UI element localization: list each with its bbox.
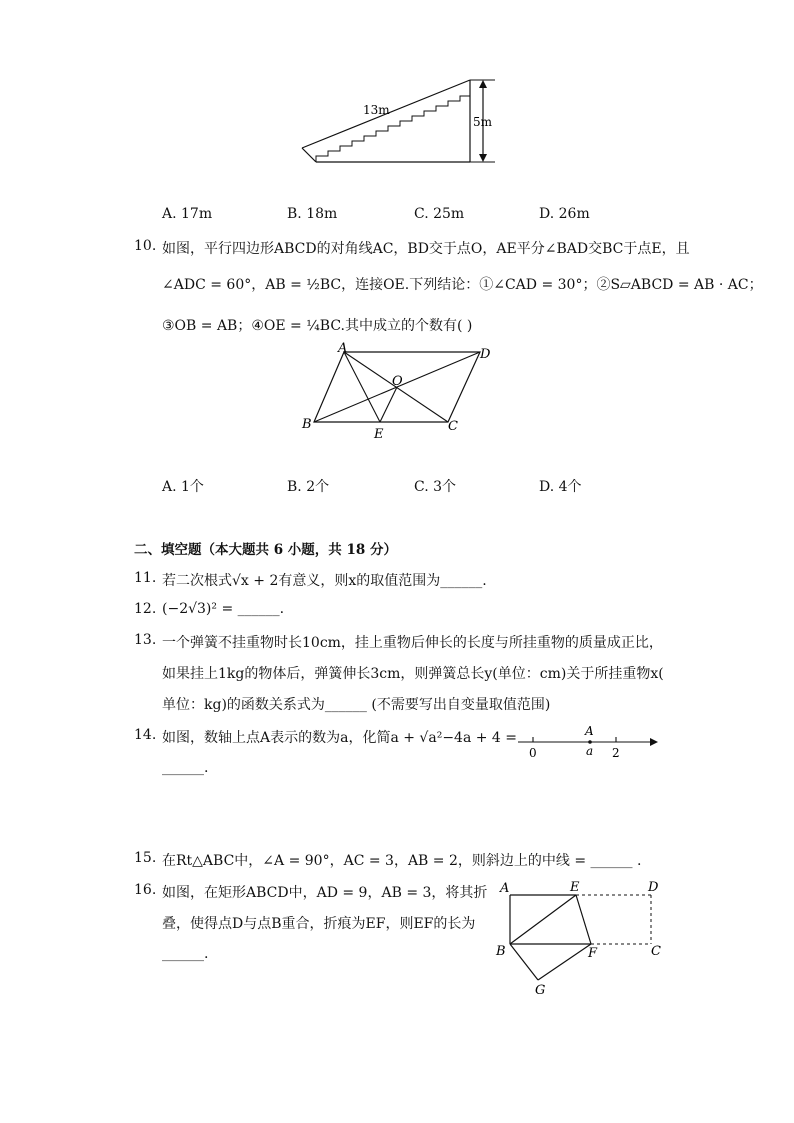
q10-options xyxy=(162,476,682,498)
q9-options xyxy=(162,206,682,228)
q9-option-b[interactable]: B. 18m xyxy=(287,206,338,222)
q16-line3: ______. xyxy=(162,946,209,962)
parallelogram-figure xyxy=(298,340,498,444)
fig16-label-f: F xyxy=(588,946,598,961)
axis-label-a-point: A xyxy=(585,724,594,738)
fig10-label-b: B xyxy=(302,417,312,432)
axis-label-two: 2 xyxy=(612,746,620,760)
fig10-label-a: A xyxy=(338,341,348,356)
q10-option-b[interactable]: B. 2个 xyxy=(287,479,330,495)
q10-line3: ③OB = AB；④OE = ¼BC.其中成立的个数有( ) xyxy=(162,318,473,334)
height-label: 5m xyxy=(473,115,493,129)
fig16-label-a: A xyxy=(500,881,510,896)
q10-option-d[interactable]: D. 4个 xyxy=(539,479,582,495)
staircase-figure xyxy=(300,72,500,172)
q16-line2: 叠，使得点D与点B重合，折痕为EF，则EF的长为 xyxy=(162,916,476,932)
fig10-label-e: E xyxy=(374,427,384,442)
q16-number: 16. xyxy=(134,882,157,898)
axis-label-zero: 0 xyxy=(529,746,537,760)
q16-line1: 如图，在矩形ABCD中，AD = 9，AB = 3，将其折 xyxy=(162,885,488,901)
q10-line2: ∠ADC = 60°，AB = ½BC，连接OE.下列结论：①∠CAD = 30°；②S▱ABCD = AB · AC； xyxy=(162,277,763,293)
q13-line3: 单位：kg)的函数关系式为______ (不需要写出自变量取值范围) xyxy=(162,697,551,713)
q14-line1: 如图，数轴上点A表示的数为a，化简a + √a²−4a + 4 = xyxy=(162,730,518,746)
q10-number: 10. xyxy=(134,238,157,254)
fig16-label-e: E xyxy=(570,880,580,895)
fig16-label-b: B xyxy=(496,944,506,959)
q9-option-c[interactable]: C. 25m xyxy=(414,206,465,222)
q11-text: 若二次根式√x + 2有意义，则x的取值范围为______. xyxy=(162,573,487,589)
fig10-label-d: D xyxy=(480,347,491,362)
q15-number: 15. xyxy=(134,850,157,866)
q10-option-c[interactable]: C. 3个 xyxy=(414,479,457,495)
fig16-label-g: G xyxy=(535,983,546,998)
q12-text: (−2√3)² = ______. xyxy=(162,601,285,617)
fig16-label-d: D xyxy=(648,880,659,895)
axis-label-a: a xyxy=(586,744,594,758)
fig10-label-c: C xyxy=(448,419,458,434)
q12-number: 12. xyxy=(134,601,157,617)
fig16-label-c: C xyxy=(651,944,661,959)
q13-line1: 一个弹簧不挂重物时长10cm，挂上重物后伸长的长度与所挂重物的质量成正比， xyxy=(162,635,663,651)
q15-text: 在Rt△ABC中，∠A = 90°，AC = 3，AB = 2，则斜边上的中线 = ______ . xyxy=(162,853,642,869)
q11-number: 11. xyxy=(134,570,157,586)
q9-option-a[interactable]: A. 17m xyxy=(162,206,213,222)
q10-line1: 如图，平行四边形ABCD的对角线AC，BD交于点O，AE平分∠BAD交BC于点E，且 xyxy=(162,241,690,257)
q10-option-a[interactable]: A. 1个 xyxy=(162,479,204,495)
hyp-label: 13m xyxy=(363,103,390,117)
q14-line2: ______. xyxy=(162,760,209,776)
q14-number: 14. xyxy=(134,727,157,743)
q13-number: 13. xyxy=(134,632,157,648)
number-line-figure xyxy=(516,724,662,764)
fig10-label-o: O xyxy=(392,374,403,389)
q9-option-d[interactable]: D. 26m xyxy=(539,206,590,222)
q13-line2: 如果挂上1kg的物体后，弹簧伸长3cm，则弹簧总长y(单位：cm)关于所挂重物x( xyxy=(162,666,664,682)
section2-heading: 二、填空题（本大题共 6 小题，共 18 分） xyxy=(134,542,397,558)
folded-rectangle-figure xyxy=(494,876,670,998)
